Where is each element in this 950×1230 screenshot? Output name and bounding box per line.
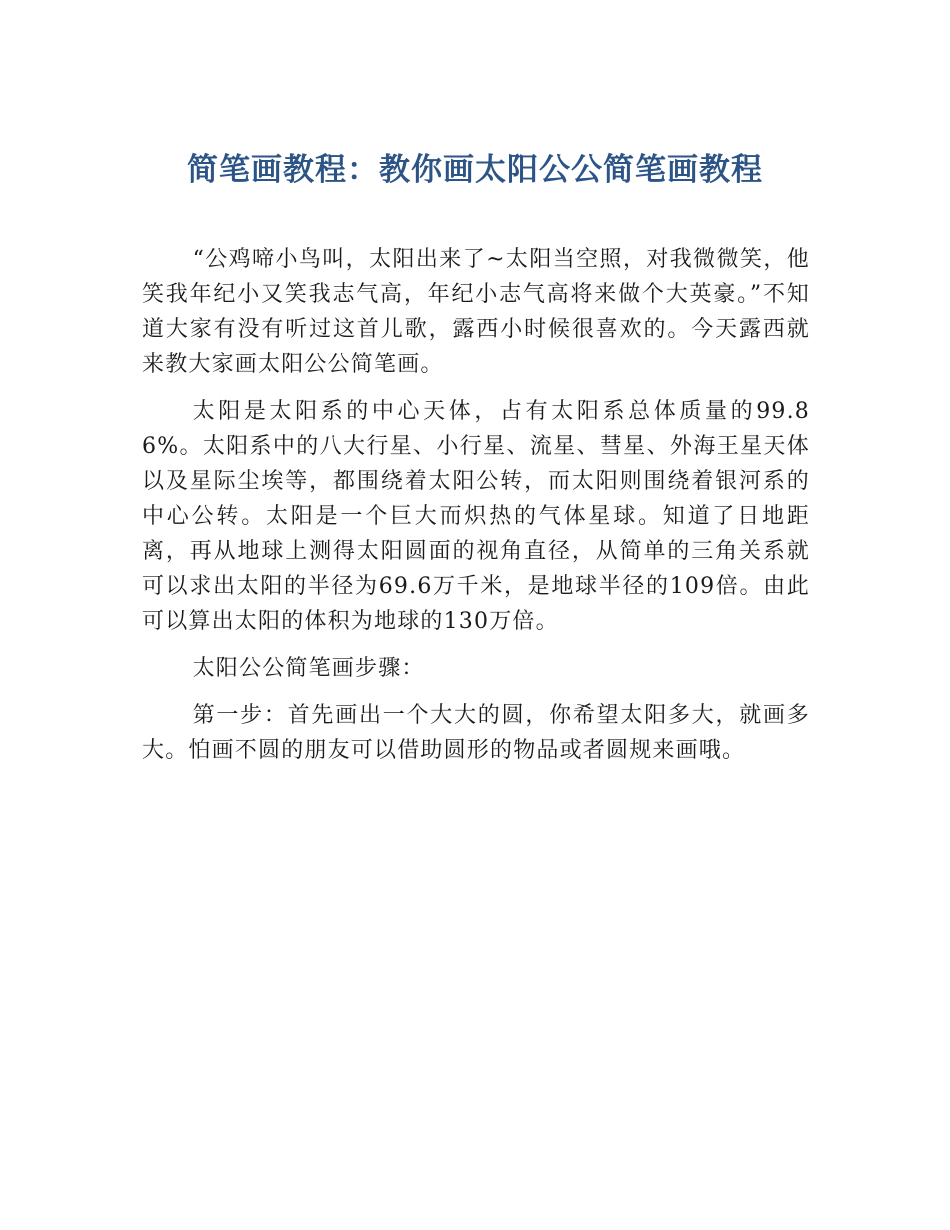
document-body [142,242,810,780]
paragraph-steps-heading: 太阳公公简笔画步骤： [192,656,425,681]
page-title: 简笔画教程：教你画太阳公公简笔画教程 [187,152,763,188]
paragraph-step-one: 第一步：首先画出一个大大的圆，你希望太阳多大，就画多大。怕画不圆的朋友可以借助圆形的物品或者圆规来画哦。 [142,703,810,763]
paragraph-sun-facts: 太阳是太阳系的中心天体，占有太阳系总体质量的99.86%。太阳系中的八大行星、小行星、流星、彗星、外海王星天体以及星际尘埃等，都围绕着太阳公转，而太阳则围绕着银河系的中心公转。太阳是一个巨大而炽热的气体星球。知道了日地距离，再从地球上测得太阳圆面的视角直径，从简单的三角关系就可以求出太阳的半径为69.6万千米，是地球半径的109倍。由此可以算出太阳的体积为地球的130万倍。 [142,399,810,634]
paragraph-intro: “公鸡啼小鸟叫，太阳出来了~太阳当空照，对我微微笑，他笑我年纪小又笑我志气高，年纪小志气高将来做个大英豪。”不知道大家有没有听过这首儿歌，露西小时候很喜欢的。今天露西就来教大家画太阳公公简笔画。 [142,247,810,377]
